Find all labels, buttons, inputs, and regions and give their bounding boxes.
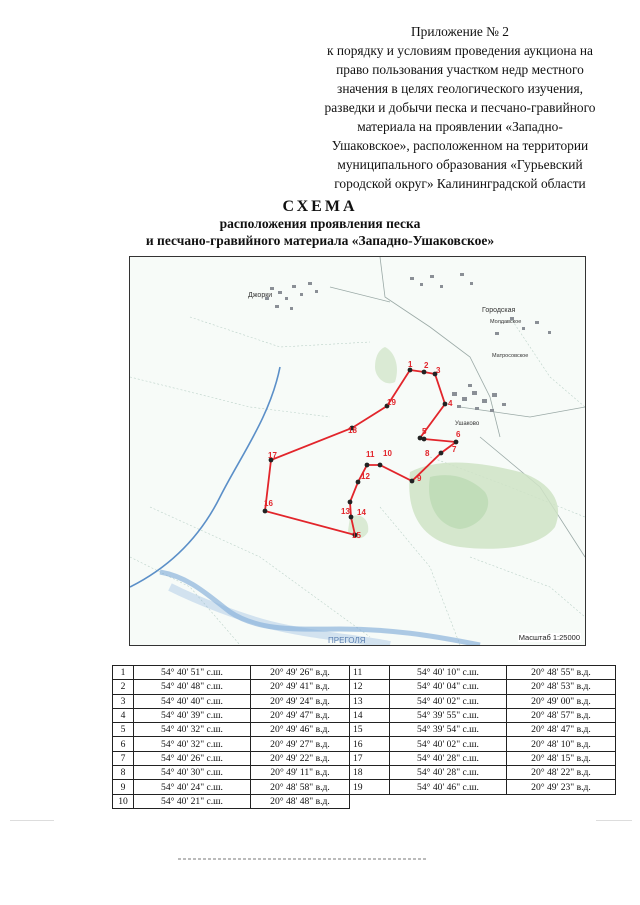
- vertex-dot-13: [348, 500, 353, 505]
- table-row: [113, 723, 616, 737]
- point-number: 3: [113, 694, 134, 708]
- point-number: 7: [113, 751, 134, 765]
- vertex-dot-4: [443, 402, 448, 407]
- point-latitude: 54° 39' 55" с.ш.: [390, 708, 507, 722]
- vertex-label-9: 9: [417, 474, 422, 483]
- point-latitude: 54° 40' 30" с.ш.: [134, 766, 251, 780]
- point-number: 17: [350, 751, 390, 765]
- vertex-dot-2: [422, 370, 427, 375]
- appendix-line: к порядку и условиям проведения аукциона на: [327, 43, 593, 58]
- point-longitude: 20° 49' 23" в.д.: [507, 780, 616, 794]
- point-number: 9: [113, 780, 134, 794]
- point-longitude: 20° 48' 58" в.д.: [251, 780, 350, 794]
- vertex-label-3: 3: [436, 366, 441, 375]
- vertex-label-10: 10: [383, 449, 392, 458]
- point-latitude: 54° 40' 28" с.ш.: [390, 766, 507, 780]
- point-latitude: 54° 40' 51" с.ш.: [134, 666, 251, 680]
- vertex-label-16: 16: [264, 499, 273, 508]
- scheme-subtitle: [0, 215, 640, 249]
- point-longitude: 20° 48' 22" в.д.: [507, 766, 616, 780]
- point-longitude: 20° 49' 26" в.д.: [251, 666, 350, 680]
- point-latitude: 54° 39' 54" с.ш.: [390, 723, 507, 737]
- vertex-label-13: 13: [341, 507, 350, 516]
- table-row: [113, 794, 616, 808]
- point-latitude: 54° 40' 40" с.ш.: [134, 694, 251, 708]
- vertex-label-15: 15: [352, 531, 361, 540]
- appendix-line: значения в целях геологического изучения,: [337, 81, 583, 96]
- point-number: 12: [350, 680, 390, 694]
- point-longitude: 20° 48' 55" в.д.: [507, 666, 616, 680]
- appendix-line: Приложение № 2: [410, 24, 510, 39]
- scan-artifact: [10, 820, 54, 821]
- point-latitude: 54° 40' 04" с.ш.: [390, 680, 507, 694]
- point-longitude: 20° 49' 47" в.д.: [251, 708, 350, 722]
- point-number: 16: [350, 737, 390, 751]
- vertex-label-14: 14: [357, 508, 366, 517]
- place-label-dzhorki: Джорки: [248, 292, 273, 299]
- vertex-dot-5: [418, 436, 423, 441]
- empty-cell: [350, 794, 616, 808]
- point-longitude: 20° 49' 46" в.д.: [251, 723, 350, 737]
- table-row: [113, 666, 616, 680]
- point-number: 4: [113, 708, 134, 722]
- map-scale-label: Масштаб 1:25000: [518, 633, 580, 642]
- coordinates-table: [112, 665, 616, 809]
- vertex-label-17: 17: [268, 451, 277, 460]
- place-label-moldavskoe: Молдавское: [490, 319, 522, 325]
- point-latitude: 54° 40' 21" с.ш.: [134, 794, 251, 808]
- point-longitude: 20° 49' 27" в.д.: [251, 737, 350, 751]
- point-longitude: 20° 49' 00" в.д.: [507, 694, 616, 708]
- vertex-label-12: 12: [361, 472, 370, 481]
- table-row: [113, 737, 616, 751]
- point-longitude: 20° 48' 48" в.д.: [251, 794, 350, 808]
- point-latitude: 54° 40' 48" с.ш.: [134, 680, 251, 694]
- coordinates-table-body: [113, 666, 616, 809]
- vertex-dot-9: [410, 479, 415, 484]
- appendix-line: городской округ» Калининградской области: [334, 176, 586, 191]
- point-number: 10: [113, 794, 134, 808]
- table-row: [113, 780, 616, 794]
- point-number: 8: [113, 766, 134, 780]
- place-label-matrosovskoe: Матросовское: [492, 353, 529, 359]
- vertex-label-11: 11: [366, 450, 375, 459]
- point-longitude: 20° 49' 24" в.д.: [251, 694, 350, 708]
- vertex-dot-12: [356, 480, 361, 485]
- map-canvas: [130, 257, 585, 645]
- appendix-line: муниципального образования «Гурьевский: [337, 157, 583, 172]
- point-number: 6: [113, 737, 134, 751]
- point-longitude: 20° 48' 47" в.д.: [507, 723, 616, 737]
- point-latitude: 54° 40' 32" с.ш.: [134, 737, 251, 751]
- point-number: 13: [350, 694, 390, 708]
- vertex-label-5: 5: [422, 427, 427, 436]
- scan-artifact: [178, 858, 428, 860]
- table-row: [113, 708, 616, 722]
- point-number: 5: [113, 723, 134, 737]
- vertex-dot-6: [422, 437, 427, 442]
- table-row: [113, 766, 616, 780]
- point-longitude: 20° 48' 10" в.д.: [507, 737, 616, 751]
- scheme-title: СХЕМА: [282, 198, 358, 215]
- point-longitude: 20° 48' 15" в.д.: [507, 751, 616, 765]
- point-longitude: 20° 48' 57" в.д.: [507, 708, 616, 722]
- point-number: 2: [113, 680, 134, 694]
- place-label-gorodskaya: Городская: [482, 307, 516, 314]
- point-number: 15: [350, 723, 390, 737]
- scan-artifact: [596, 820, 632, 821]
- point-latitude: 54° 40' 39" с.ш.: [134, 708, 251, 722]
- point-number: 18: [350, 766, 390, 780]
- point-latitude: 54° 40' 24" с.ш.: [134, 780, 251, 794]
- scheme-subtitle-line: расположения проявления песка: [219, 216, 421, 231]
- site-map: [129, 256, 586, 646]
- vertex-label-8: 8: [425, 449, 430, 458]
- vertex-label-18: 18: [348, 426, 357, 435]
- vertex-label-2: 2: [424, 361, 429, 370]
- point-number: 19: [350, 780, 390, 794]
- point-longitude: 20° 49' 11" в.д.: [251, 766, 350, 780]
- point-latitude: 54° 40' 32" с.ш.: [134, 723, 251, 737]
- vertex-dot-10: [378, 463, 383, 468]
- vertex-label-6: 6: [456, 430, 461, 439]
- scheme-subtitle-line: и песчано-гравийного материала «Западно-Ушаковское»: [145, 233, 495, 248]
- vertex-label-7: 7: [452, 445, 457, 454]
- point-number: 1: [113, 666, 134, 680]
- appendix-line: право пользования участком недр местного: [336, 62, 584, 77]
- point-latitude: 54° 40' 26" с.ш.: [134, 751, 251, 765]
- river-label: ПРЕГОЛЯ: [328, 636, 366, 645]
- point-longitude: 20° 48' 53" в.д.: [507, 680, 616, 694]
- vertex-dot-11: [365, 463, 370, 468]
- point-latitude: 54° 40' 02" с.ш.: [390, 737, 507, 751]
- vertex-dot-16: [263, 509, 268, 514]
- place-label-ushakovo: Ушаково: [455, 421, 480, 427]
- vertex-label-4: 4: [448, 399, 453, 408]
- point-latitude: 54° 40' 10" с.ш.: [390, 666, 507, 680]
- appendix-header: [300, 22, 620, 193]
- appendix-line: материала на проявлении «Западно-: [357, 119, 563, 134]
- appendix-line: Ушаковское», расположенном на территории: [331, 138, 589, 153]
- point-longitude: 20° 49' 41" в.д.: [251, 680, 350, 694]
- point-longitude: 20° 49' 22" в.д.: [251, 751, 350, 765]
- point-latitude: 54° 40' 02" с.ш.: [390, 694, 507, 708]
- vertex-label-1: 1: [408, 360, 413, 369]
- point-number: 14: [350, 708, 390, 722]
- vertex-dot-8: [439, 451, 444, 456]
- point-latitude: 54° 40' 46" с.ш.: [390, 780, 507, 794]
- table-row: [113, 680, 616, 694]
- appendix-line: разведки и добычи песка и песчано-гравийного: [324, 100, 596, 115]
- point-number: 11: [350, 666, 390, 680]
- vertex-label-19: 19: [387, 398, 396, 407]
- vertex-dot-7: [454, 440, 459, 445]
- table-row: [113, 751, 616, 765]
- point-latitude: 54° 40' 28" с.ш.: [390, 751, 507, 765]
- table-row: [113, 694, 616, 708]
